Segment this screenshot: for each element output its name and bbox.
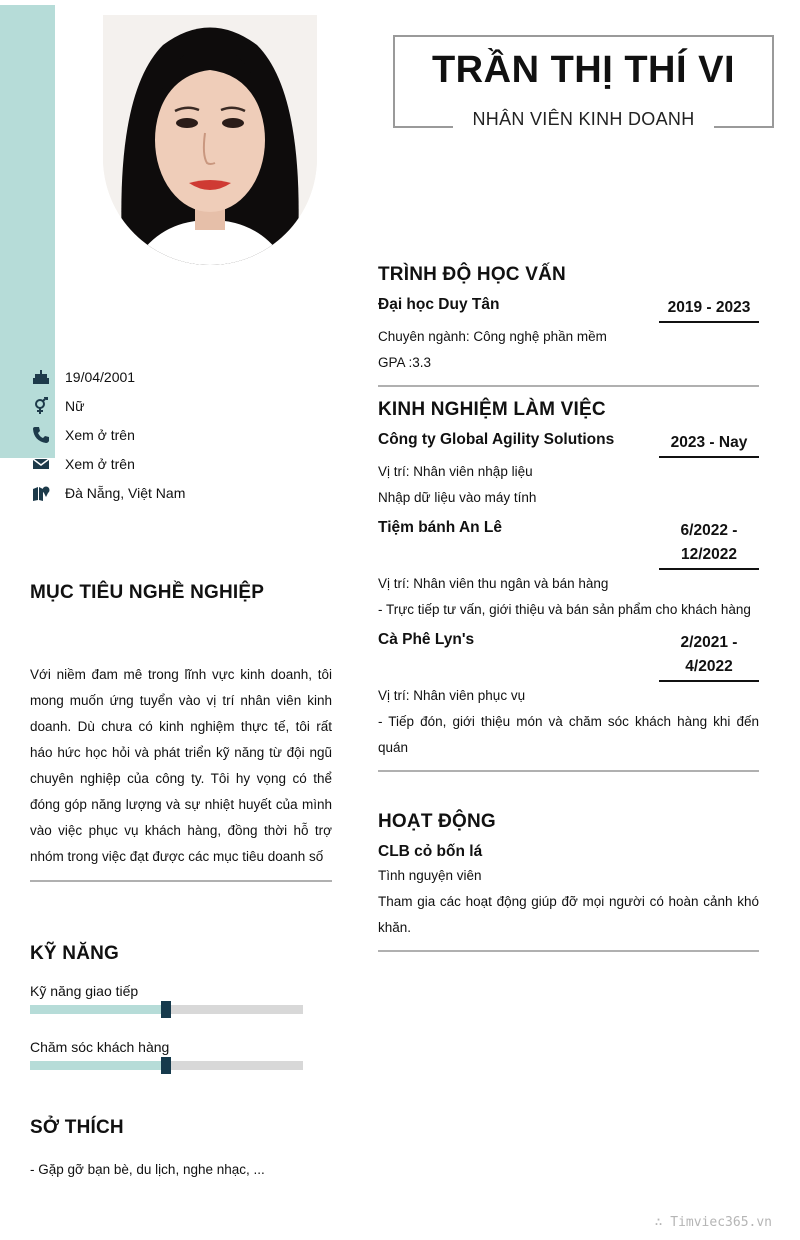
skill-label: Kỹ năng giao tiếp: [30, 983, 139, 999]
education-major: Chuyên ngành: Công nghệ phần mềm: [378, 329, 607, 344]
contact-email-text: Xem ở trên: [65, 455, 135, 472]
education-entry: [378, 296, 759, 323]
job-entry: [378, 631, 759, 682]
activities-section: [378, 811, 759, 952]
objective-divider: [30, 880, 332, 882]
education-title: TRÌNH ĐỘ HỌC VẤN: [378, 264, 566, 285]
name-header: [393, 35, 774, 128]
education-divider: [378, 385, 759, 387]
job-entry: [378, 431, 759, 458]
phone-icon: [30, 426, 52, 444]
watermark: [655, 1215, 772, 1230]
job-company: Tiệm bánh An Lê: [378, 519, 503, 536]
education-gpa: GPA :3.3: [378, 355, 432, 370]
hobbies-section: [30, 1117, 332, 1183]
skills-title: KỸ NĂNG: [30, 943, 120, 964]
education-date: 2019 - 2023: [659, 296, 759, 323]
skills-section: [30, 943, 332, 1070]
job-description: Nhập dữ liệu vào máy tính: [378, 490, 537, 505]
profile-photo: [103, 15, 317, 265]
activity-role: Tình nguyện viên: [378, 868, 482, 883]
school-name: Đại học Duy Tân: [378, 296, 500, 313]
experience-section: [378, 399, 759, 772]
hobbies-title: SỞ THÍCH: [30, 1117, 124, 1138]
job-role: Vị trí: Nhân viên thu ngân và bán hàng: [378, 576, 609, 591]
contact-email[interactable]: [30, 449, 185, 478]
job-date: 2/2021 - 4/2022: [659, 631, 759, 682]
candidate-position: NHÂN VIÊN KINH DOANH: [472, 109, 695, 129]
contact-gender: [30, 391, 185, 420]
job-role: Vị trí: Nhân viên phục vụ: [378, 688, 526, 703]
skill-bar-fill: [30, 1005, 161, 1014]
gender-icon: [30, 397, 52, 415]
skill-item: [30, 1039, 332, 1070]
map-location-icon: [30, 484, 52, 502]
contact-phone-text: Xem ở trên: [65, 426, 135, 443]
job-date: 2023 - Nay: [659, 431, 759, 458]
watermark-text: Timviec365.vn: [670, 1215, 772, 1230]
experience-title: KINH NGHIỆM LÀM VIỆC: [378, 399, 606, 420]
skill-label: Chăm sóc khách hàng: [30, 1039, 170, 1055]
job-company: Cà Phê Lyn's: [378, 631, 475, 648]
job-role: Vị trí: Nhân viên nhập liệu: [378, 464, 533, 479]
experience-divider: [378, 770, 759, 772]
skill-bar-fill: [30, 1061, 161, 1070]
skill-bar-knob: [161, 1001, 171, 1018]
education-section: [378, 264, 759, 387]
email-icon: [30, 455, 52, 473]
activities-divider: [378, 950, 759, 952]
skill-bar: [30, 1005, 303, 1014]
contact-info: [30, 362, 185, 507]
hobbies-text: - Gặp gỡ bạn bè, du lịch, nghe nhạc, ...: [30, 1162, 265, 1177]
activity-description: Tham gia các hoạt động giúp đỡ mọi người có hoàn cảnh khó khăn.: [378, 894, 759, 935]
contact-birthday-text: 19/04/2001: [65, 368, 136, 385]
job-entry: [378, 519, 759, 570]
skill-item: [30, 983, 332, 1014]
objective-text: Với niềm đam mê trong lĩnh vực kinh doanh, tôi mong muốn ứng tuyển vào vị trí nhân viên kinh doanh. Dù chưa có kinh nghiệm thực tế, tôi rất háo hức học hỏi và phát triển kỹ năng từ đội ngũ chuyên nghiệp của công ty. Tôi hy vọng có thể đóng góp năng lượng và sự nhiệt huyết của mình vào việc phục vụ khách hàng, đồng thời hỗ trợ nhóm trong việc đạt được các mục tiêu doanh số: [30, 667, 332, 864]
contact-address: [30, 478, 185, 507]
objective-section: [30, 582, 332, 882]
skill-bar: [30, 1061, 303, 1070]
contact-address-text: Đà Nẵng, Việt Nam: [65, 484, 186, 501]
contact-birthday: [30, 362, 185, 391]
birthday-cake-icon: [30, 368, 52, 386]
watermark-logo-icon: ∴: [654, 1215, 671, 1230]
candidate-name: TRẦN THỊ THÍ VI: [431, 49, 736, 91]
club-name: CLB cỏ bốn lá: [378, 843, 483, 860]
contact-phone[interactable]: [30, 420, 185, 449]
job-description: - Tiếp đón, giới thiệu món và chăm sóc khách hàng khi đến quán: [378, 714, 759, 755]
activities-title: HOẠT ĐỘNG: [378, 811, 496, 832]
contact-gender-text: Nữ: [65, 397, 85, 414]
job-description: - Trực tiếp tư vấn, giới thiệu và bán sản phẩm cho khách hàng: [378, 602, 751, 617]
job-company: Công ty Global Agility Solutions: [378, 431, 615, 448]
objective-title: MỤC TIÊU NGHỀ NGHIỆP: [30, 582, 265, 603]
skill-bar-knob: [161, 1057, 171, 1074]
job-date: 6/2022 - 12/2022: [659, 519, 759, 570]
